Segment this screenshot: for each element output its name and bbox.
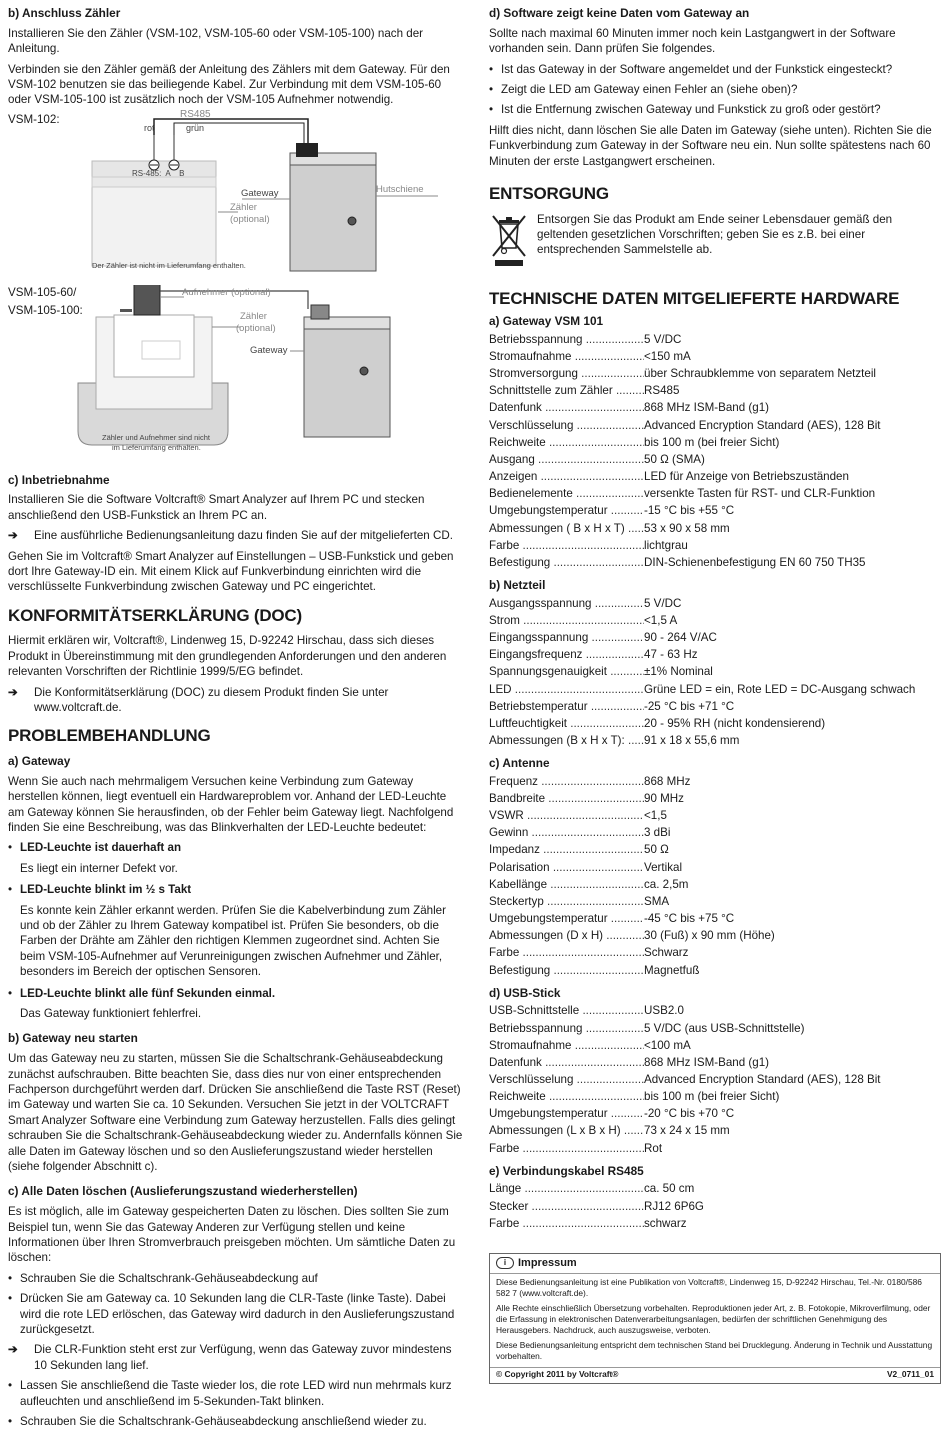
spec-row [489, 348, 941, 365]
led3-title: LED-Leuchte blinkt alle fünf Sekunden einmal. [20, 986, 276, 1000]
spec-row [489, 485, 941, 502]
spec-value: 53 x 90 x 58 mm [644, 521, 730, 535]
vsm105-diagram [8, 285, 463, 473]
spec-key: Länge ..... [489, 1180, 644, 1197]
spec-key: Spannungsgenauigkeit ..... [489, 663, 644, 680]
spec-group-title: d) USB-Stick [489, 985, 561, 1000]
zaehler-label: Zähler [230, 201, 257, 213]
spec-key: Farbe ..... [489, 1140, 644, 1157]
spec-row [489, 646, 941, 663]
spec-row [489, 1105, 941, 1122]
spec-key: Umgebungstemperatur ..... [489, 1105, 644, 1122]
spec-row [489, 1020, 941, 1037]
led2-title: LED-Leuchte blinkt im ½ s Takt [20, 883, 192, 897]
reset-step-4-text: Schrauben Sie die Schaltschrank-Gehäuseabdeckung anschließend wieder zu. [20, 1414, 427, 1428]
spec-row [489, 910, 941, 927]
spec-value: ca. 2,5m [644, 877, 689, 891]
spec-row [489, 1198, 941, 1215]
spec-groups [489, 314, 941, 1232]
impressum-footer [490, 1367, 940, 1382]
spec-value: LED für Anzeige von Betriebszuständen [644, 470, 849, 484]
spec-key: Betriebstemperatur ..... [489, 698, 644, 715]
doc-paragraph: Hiermit erklären wir, Voltcraft®, Lindenweg 15, D-92242 Hirschau, dass sich dieses Produkt in Übereinstimmung mit den grundlegenden Anforderungen und den anderen relevanten Vorschriften der Richtlinie 1999/5/EG befindet. [8, 634, 447, 679]
spec-value: über Schraubklemme von separatem Netzteil [644, 367, 876, 381]
spec-key: Stromaufnahme ..... [489, 348, 644, 365]
restart-title: b) Gateway neu starten [8, 1031, 138, 1046]
spec-key: Impedanz ..... [489, 841, 644, 858]
entsorgung-block [489, 212, 941, 270]
section-d-title: d) Software zeigt keine Daten vom Gateway an [489, 6, 750, 20]
spec-key: Farbe ..... [489, 537, 644, 554]
doc-title: KONFORMITÄTSERKLÄRUNG (DOC) [8, 605, 302, 625]
spec-key: Abmessungen ( B x H x T) ..... [489, 520, 644, 537]
spec-key: Betriebsspannung ..... [489, 1020, 644, 1037]
gateway-paragraph: Wenn Sie auch nach mehrmaligem Versuchen keine Verbindung zum Gateway herstellen können, liegt eventuell ein Hardwareproblem vor. Anhand der LED-Leuchte am Gateway können Sie herausfinden, ob der Fehler beim Gateway liegt. Nachfolgend finden Sie eine Beschreibung, was das Blinkverhalten der LED-Leuchte bedeutet: [8, 774, 454, 834]
vsm105-label-1: VSM-105-60/ [8, 285, 77, 299]
spec-row [489, 944, 941, 961]
spec-value: Vertikal [644, 860, 683, 874]
doc-note [8, 685, 463, 716]
spec-key: USB-Schnittstelle ..... [489, 1002, 644, 1019]
spec-value: Advanced Encryption Standard (AES), 128 Bit [644, 418, 881, 432]
impressum-box [489, 1253, 941, 1384]
problembehandlung-title: PROBLEMBEHANDLUNG [8, 726, 211, 746]
spec-value: -25 °C bis +71 °C [644, 699, 735, 713]
spec-value: DIN-Schienenbefestigung EN 60 750 TH35 [644, 555, 866, 569]
led1-item: • LED-Leuchte ist dauerhaft an [8, 840, 463, 855]
spec-row [489, 537, 941, 554]
rot-label: rot [144, 122, 155, 133]
reset-paragraph: Es ist möglich, alle im Gateway gespeicherten Daten zu löschen. Dies sollten Sie zum Beispiel tun, wenn Sie das Gateway Anderen zur Verfügung stellen und keine Informationen über Ihren Stromverbrauch preisgeben möchten. Um sämtliche Daten zu löschen: [8, 1205, 456, 1265]
spec-key: Bandbreite ..... [489, 790, 644, 807]
section-d-p: Sollte nach maximal 60 Minuten immer noch kein Lastgangwert in der Software vorhanden sein. Dann prüfen Sie folgendes. [489, 26, 896, 56]
spec-value: lichtgrau [644, 538, 688, 552]
spec-key: Bedienelemente ..... [489, 485, 644, 502]
spec-row [489, 773, 941, 790]
spec-value: Advanced Encryption Standard (AES), 128 Bit [644, 1073, 881, 1086]
spec-row [489, 715, 941, 732]
spec-value: 47 - 63 Hz [644, 648, 698, 662]
spec-value: bis 100 m (bei freier Sicht) [644, 1090, 780, 1104]
spec-group-title: b) Netzteil [489, 578, 546, 593]
led2-text: Es konnte kein Zähler erkannt werden. Prüfen Sie die Kabelverbindung zum Zähler und ob der Zähler zu Ihrem Gateway kompatibel ist. Prüfen Sie besonders, ob die Farben der Drähte am Zähler den richtigen Klemmen zugeordnet sind. Achten Sie beim VSM-105-Aufnehmer auf Verunreinigungen zwischen Aufnehmer und Zähler, besonders im Bereich der optischen Sensoren. [20, 903, 446, 979]
spec-row [489, 1037, 941, 1054]
gruen-label: grün [186, 122, 205, 133]
spec-value: 30 (Fuß) x 90 mm (Höhe) [644, 929, 775, 943]
spec-key: VSWR ..... [489, 807, 644, 824]
spec-value: -20 °C bis +70 °C [644, 1107, 735, 1121]
spec-key: Gewinn ..... [489, 824, 644, 841]
vsm105-note-2: im Lieferumfang enthalten. [112, 442, 201, 452]
spec-key: Stromversorgung ..... [489, 365, 644, 382]
spec-group-title: c) Antenne [489, 756, 550, 771]
spec-row [489, 807, 941, 824]
rs485-label: RS485 [180, 108, 211, 120]
spec-value: -45 °C bis +75 °C [644, 912, 735, 926]
spec-key: Kabellänge ..... [489, 876, 644, 893]
reset-note [8, 1342, 463, 1373]
spec-key: Abmessungen (D x H) ..... [489, 927, 644, 944]
impressum-p1: Diese Bedienungsanleitung ist eine Publikation von Voltcraft®, Lindenweg 15, D-92242 Hirschau, Tel.-Nr. 0180/586 582 7 (www.voltcraft.de). [496, 1276, 922, 1299]
spec-row [489, 434, 941, 451]
led2-item: • LED-Leuchte blinkt im ½ s Takt [8, 882, 463, 897]
reset-step-4: • Schrauben Sie die Schaltschrank-Gehäuseabdeckung anschließend wieder zu. [8, 1414, 463, 1429]
led1-text: Es liegt ein interner Defekt vor. [20, 861, 178, 875]
tech-title: TECHNISCHE DATEN MITGELIEFERTE HARDWARE [489, 288, 900, 308]
spec-value: <1,5 [644, 809, 667, 823]
spec-value: versenkte Tasten für RST- und CLR-Funktion [644, 487, 876, 501]
spec-row [489, 629, 941, 646]
spec-row [489, 1215, 941, 1232]
right-column [489, 6, 941, 1232]
entsorgung-title: ENTSORGUNG [489, 183, 609, 203]
check-2-text: Zeigt die LED am Gateway einen Fehler an (siehe oben)? [501, 82, 798, 96]
weee-bin-icon [489, 212, 529, 270]
led3-text: Das Gateway funktioniert fehlerfrei. [20, 1007, 202, 1021]
spec-key: Ausgangsspannung ..... [489, 595, 644, 612]
spec-row [489, 824, 941, 841]
vsm102-diagram [8, 108, 463, 281]
reset-step-3: • Lassen Sie anschließend die Taste wieder los, die rote LED wird nun mehrmals kurz aufleuchten und anschließend im 5-Sekunden-Takt blinken. [8, 1378, 463, 1409]
vsm105-label-2: VSM-105-100: [8, 303, 83, 317]
impressum-p3: Diese Bedienungsanleitung entspricht dem technischen Stand bei Drucklegung. Änderung in Technik und Ausstattung vorbehalten. [496, 1339, 933, 1361]
impressum-p2: Alle Rechte einschließlich Übersetzung vorbehalten. Reproduktionen jeder Art, z. B. Fotokopie, Mikroverfilmung, oder die Erfassung in elektronischen Datenverarbeitungsanlagen, bedürfen der schriftlichen Genehmigung des Herausgebers. Nachdruck, auch auszugsweise, verboten. [496, 1302, 931, 1336]
spec-row [489, 663, 941, 680]
spec-key: Luftfeuchtigkeit ..... [489, 715, 644, 732]
spec-key: Eingangsspannung ..... [489, 629, 644, 646]
spec-key: Farbe ..... [489, 944, 644, 961]
spec-key: Umgebungstemperatur ..... [489, 910, 644, 927]
arrow-icon: ➔ [8, 1343, 18, 1357]
spec-value: <1,5 A [644, 613, 678, 627]
vsm102-note: Der Zähler ist nicht im Lieferumfang enthalten. [92, 260, 246, 270]
spec-row [489, 1071, 941, 1088]
spec-value: 5 V/DC [644, 596, 682, 610]
spec-key: Stecker ..... [489, 1198, 644, 1215]
zaehler-optional-label: (optional) [230, 213, 270, 225]
section-b-title: b) Anschluss Zähler [8, 6, 121, 20]
spec-key: Verschlüsselung ..... [489, 417, 644, 434]
copyright: © Copyright 2011 by Voltcraft® [496, 1369, 619, 1380]
vsm105-note-1: Zähler und Aufnehmer sind nicht [102, 432, 210, 442]
spec-key: Strom ..... [489, 612, 644, 629]
spec-row [489, 331, 941, 348]
reset-step-1-text: Schrauben Sie die Schaltschrank-Gehäuseabdeckung auf [20, 1271, 318, 1285]
spec-value: 5 V/DC [644, 332, 682, 346]
check-2: • Zeigt die LED am Gateway einen Fehler an (siehe oben)? [489, 82, 941, 97]
terminal-label: RS-485: A B [132, 168, 185, 178]
spec-key: Anzeigen ..... [489, 468, 644, 485]
spec-row [489, 698, 941, 715]
zaehler2-label: Zähler [240, 310, 267, 322]
zaehler2-optional-label: (optional) [236, 322, 276, 334]
impressum-title: Impressum [518, 1257, 577, 1269]
reset-step-2-text: Drücken Sie am Gateway ca. 10 Sekunden lang die CLR-Taste (linke Taste). Dabei wird die rote LED erlöschen, das Gateway wird dadurch in den Auslieferungszustand zurückgesetzt. [20, 1292, 455, 1336]
spec-row [489, 927, 941, 944]
spec-row [489, 595, 941, 612]
spec-key: Steckertyp ..... [489, 893, 644, 910]
led1-title: LED-Leuchte ist dauerhaft an [20, 841, 182, 855]
spec-value: -15 °C bis +55 °C [644, 504, 735, 518]
spec-key: Reichweite ..... [489, 434, 644, 451]
check-3: • Ist die Entfernung zwischen Gateway und Funkstick zu groß oder gestört? [489, 102, 941, 117]
section-b-p2: Verbinden sie den Zähler gemäß der Anleitung des Zählers mit dem Gateway. Für den VSM-102 benutzen sie das beiliegende Kabel. Zur Verbindung mit dem VSM-105-60 oder VSM-105-100 ist zusätzlich noch der VSM-105 Aufnehmer notwendig. [8, 62, 450, 107]
aufnehmer-label: Aufnehmer (optional) [182, 286, 271, 298]
spec-row [489, 502, 941, 519]
impressum-body [490, 1274, 940, 1367]
spec-row [489, 1122, 941, 1139]
spec-value: SMA [644, 894, 670, 908]
vsm102-drawing [8, 113, 463, 281]
section-c-p1: Installieren Sie die Software Voltcraft® Smart Analyzer auf Ihrem PC und stecken anschließend den USB-Funkstick an Ihrem PC an. [8, 493, 425, 522]
spec-value: 3 dBi [644, 826, 671, 840]
spec-row [489, 681, 941, 698]
spec-group-title: e) Verbindungskabel RS485 [489, 1163, 644, 1178]
spec-key: Verschlüsselung ..... [489, 1071, 644, 1088]
arrow-icon: ➔ [8, 685, 18, 699]
spec-key: Stromaufnahme ..... [489, 1037, 644, 1054]
hutschiene-label: Hutschiene [376, 183, 424, 195]
section-c-title: c) Inbetriebnahme [8, 472, 110, 487]
spec-key: LED ..... [489, 681, 644, 698]
spec-value: ±1% Nominal [644, 665, 713, 679]
info-icon: i [496, 1257, 514, 1269]
spec-value: <150 mA [644, 350, 691, 363]
spec-key: Datenfunk ..... [489, 399, 644, 416]
spec-key: Schnittstelle zum Zähler ..... [489, 382, 644, 399]
spec-row [489, 554, 941, 571]
spec-value: 20 - 95% RH (nicht kondensierend) [644, 716, 826, 730]
spec-key: Reichweite ..... [489, 1088, 644, 1105]
spec-value: 50 Ω [644, 843, 669, 857]
spec-key: Datenfunk ..... [489, 1054, 644, 1071]
reset-title: c) Alle Daten löschen (Auslieferungszustand wiederherstellen) [8, 1184, 358, 1199]
spec-key: Polarisation ..... [489, 859, 644, 876]
spec-key: Eingangsfrequenz ..... [489, 646, 644, 663]
spec-row [489, 876, 941, 893]
spec-value: Schwarz [644, 946, 689, 960]
spec-value: 73 x 24 x 15 mm [644, 1124, 730, 1138]
spec-key: Befestigung ..... [489, 962, 644, 979]
impressum-header [490, 1254, 940, 1274]
spec-key: Farbe ..... [489, 1215, 644, 1232]
entsorgung-text: Entsorgen Sie das Produkt am Ende seiner Lebensdauer gemäß den geltenden gesetzlichen Vorschriften; geben Sie es z.B. bei einer entsprechenden Sammelstelle ab. [537, 212, 893, 257]
section-d-p2: Hilft dies nicht, dann löschen Sie alle Daten im Gateway (siehe unten). Richten Sie die Funkverbindung zum Gateway in der Software neu ein. Nun sollte spätestens nach 60 Minuten der erste Lastgangwert erscheinen. [489, 123, 932, 168]
spec-row [489, 1140, 941, 1157]
spec-value: Magnetfuß [644, 963, 700, 977]
spec-value: 91 x 18 x 55,6 mm [644, 733, 740, 747]
spec-value: <100 mA [644, 1038, 691, 1052]
spec-key: Befestigung ..... [489, 554, 644, 571]
spec-row [489, 451, 941, 468]
spec-row [489, 859, 941, 876]
spec-value: 90 - 264 V/AC [644, 631, 717, 645]
section-c-note [8, 528, 463, 543]
spec-row [489, 468, 941, 485]
spec-row [489, 520, 941, 537]
arrow-icon: ➔ [8, 529, 18, 543]
spec-row [489, 893, 941, 910]
spec-row [489, 1054, 941, 1071]
spec-key: Umgebungstemperatur ..... [489, 502, 644, 519]
spec-key: Abmessungen (B x H x T): ..... [489, 732, 644, 749]
spec-value: 868 MHz [644, 774, 691, 788]
gateway-subtitle: a) Gateway [8, 754, 71, 769]
reset-note-text: Die CLR-Funktion steht erst zur Verfügung, wenn das Gateway zuvor mindestens 10 Sekunden lang lief. [34, 1343, 452, 1372]
spec-value: RS485 [644, 384, 680, 398]
section-b-p1: Installieren Sie den Zähler (VSM-102, VSM-105-60 oder VSM-105-100) nach der Anleitung. [8, 26, 424, 56]
spec-value: 5 V/DC (aus USB-Schnittstelle) [644, 1021, 805, 1035]
section-c-note-text: Eine ausführliche Bedienungsanleitung dazu finden Sie auf der mitgelieferten CD. [34, 529, 453, 543]
reset-step-1: • Schrauben Sie die Schaltschrank-Gehäuseabdeckung auf [8, 1271, 463, 1286]
spec-value: bis 100 m (bei freier Sicht) [644, 435, 780, 449]
check-1: • Ist das Gateway in der Software angemeldet und der Funkstick eingesteckt? [489, 62, 941, 77]
doc-note-text: Die Konformitätserklärung (DOC) zu diesem Produkt finden Sie unter www.voltcraft.de. [34, 685, 389, 715]
spec-row [489, 790, 941, 807]
spec-key: Frequenz ..... [489, 773, 644, 790]
spec-value: 868 MHz ISM-Band (g1) [644, 1055, 770, 1069]
check-1-text: Ist das Gateway in der Software angemeldet und der Funkstick eingesteckt? [501, 62, 893, 76]
spec-row [489, 962, 941, 979]
spec-row [489, 417, 941, 434]
spec-value: Rot [644, 1141, 663, 1155]
spec-value: schwarz [644, 1216, 687, 1230]
spec-row [489, 841, 941, 858]
spec-row [489, 382, 941, 399]
led3-item: • LED-Leuchte blinkt alle fünf Sekunden einmal. [8, 986, 463, 1001]
version-code: V2_0711_01 [886, 1369, 934, 1380]
spec-row [489, 1002, 941, 1019]
spec-value: 90 MHz [644, 791, 684, 805]
spec-row [489, 612, 941, 629]
spec-key: Abmessungen (L x B x H) ..... [489, 1122, 644, 1139]
spec-key: Ausgang ..... [489, 451, 644, 468]
vsm102-label: VSM-102: [8, 112, 60, 126]
spec-value: USB2.0 [644, 1004, 684, 1018]
spec-value: Grüne LED = ein, Rote LED = DC-Ausgang schwach [644, 682, 916, 696]
spec-key: Betriebsspannung ..... [489, 331, 644, 348]
reset-step-2: • Drücken Sie am Gateway ca. 10 Sekunden lang die CLR-Taste (linke Taste). Dabei wird die rote LED erlöschen, das Gateway wird dadurch in den Auslieferungszustand zurückgesetzt. [8, 1291, 463, 1337]
spec-value: RJ12 6P6G [644, 1199, 704, 1213]
spec-row [489, 399, 941, 416]
spec-value: ca. 50 cm [644, 1182, 695, 1196]
spec-row [489, 365, 941, 382]
gateway2-label: Gateway [250, 344, 288, 356]
restart-paragraph: Um das Gateway neu zu starten, müssen Sie die Schaltschrank-Gehäuseabdeckung zunächst aufschrauben. Bitte beachten Sie, dass dies nur von einer entsprechenden Fachperson durchgeführt werden darf. Drücken Sie anschließend die Taste RST (Reset) im Gateway und warten Sie ca. 10 Sekunden. Versuchen Sie jetzt in der VOLTCRAFT Smart Analyzer Software eine Verbindung zum Gateway herzustellen. Falls dies gelingt schrauben Sie die Schaltschrank-Gehäuseabdeckung wieder zu. Andernfalls können Sie alle Daten im Gateway löschen und so den Auslieferungszustand wieder herstellen (siehe folgender Abschnitt c). [8, 1052, 463, 1173]
vsm105-drawing [8, 285, 463, 473]
spec-row [489, 1180, 941, 1197]
left-column [8, 6, 463, 1434]
spec-value: 868 MHz ISM-Band (g1) [644, 401, 770, 415]
check-3-text: Ist die Entfernung zwischen Gateway und Funkstick zu groß oder gestört? [501, 103, 881, 117]
section-c-p2: Gehen Sie im Voltcraft® Smart Analyzer auf Einstellungen – USB-Funkstick und geben dort Ihre Gateway-ID ein. Mit einem Klick auf Funkverbindung einrichten wird die verschlüsselte Funkverbindung zwischen Gateway und PC eingerichtet. [8, 549, 454, 594]
spec-value: 50 Ω (SMA) [644, 452, 705, 466]
spec-row [489, 732, 941, 749]
reset-step-3-text: Lassen Sie anschließend die Taste wieder los, die rote LED wird nun mehrmals kurz aufleuchten und anschließend im 5-Sekunden-Takt blinken. [20, 1379, 452, 1408]
spec-row [489, 1088, 941, 1105]
spec-group-title: a) Gateway VSM 101 [489, 314, 604, 329]
gateway-label: Gateway [241, 187, 279, 199]
